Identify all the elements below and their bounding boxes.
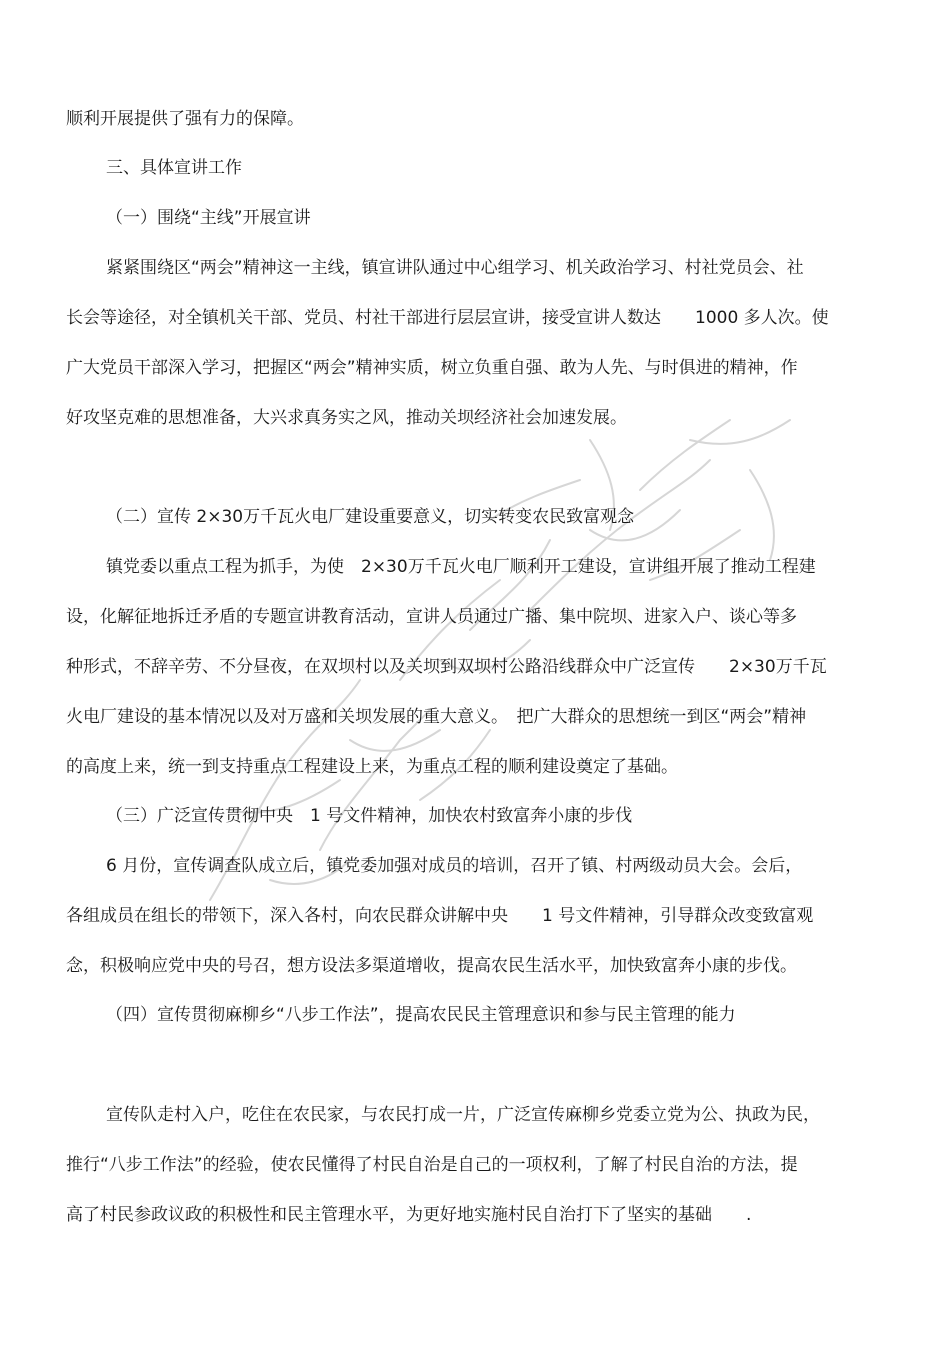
subsection-heading: （一）围绕“主线”开展宣讲	[106, 208, 311, 228]
paragraph-line: 6 月份，宣传调查队成立后，镇党委加强对成员的培训，召开了镇、村两级动员大会。会后，	[106, 856, 803, 876]
paragraph-line: 念，积极响应党中央的号召，想方设法多渠道增收，提高农民生活水平，加快致富奔小康的步伐。	[66, 956, 797, 976]
paragraph-line: 好攻坚克难的思想准备，大兴求真务实之风，推动关坝经济社会加速发展。	[66, 408, 627, 428]
paragraph-line: 设，化解征地拆迁矛盾的专题宣讲教育活动，宣讲人员通过广播、集中院坝、进家入户、谈心等多	[66, 607, 797, 627]
paragraph-line: 紧紧围绕区“两会”精神这一主线，镇宣讲队通过中心组学习、机关政治学习、村社党员会、社	[106, 258, 804, 278]
section-heading: 三、具体宣讲工作	[106, 158, 242, 178]
paragraph-line: 火电厂建设的基本情况以及对万盛和关坝发展的重大意义。 把广大群众的思想统一到区“两会”精神	[66, 707, 807, 727]
paragraph-line: 镇党委以重点工程为抓手，为使 2×30万千瓦火电厂顺利开工建设，宣讲组开展了推动工程建	[106, 557, 816, 577]
subsection-heading: （三）广泛宣传贯彻中央 1 号文件精神，加快农村致富奔小康的步伐	[106, 806, 633, 826]
paragraph-line: 各组成员在组长的带领下，深入各村，向农民群众讲解中央 1 号文件精神，引导群众改变致富观	[66, 906, 814, 926]
paragraph-line: 的高度上来，统一到支持重点工程建设上来，为重点工程的顺利建设奠定了基础。	[66, 757, 678, 777]
paragraph-line: 长会等途径，对全镇机关干部、党员、村社干部进行层层宣讲，接受宣讲人数达 1000 多人次。使	[66, 308, 829, 328]
paragraph-line: 高了村民参政议政的积极性和民主管理水平，为更好地实施村民自治打下了坚实的基础 .	[66, 1205, 752, 1225]
paragraph-line: 顺利开展提供了强有力的保障。	[66, 109, 304, 129]
paragraph-line: 推行“八步工作法”的经验，使农民懂得了村民自治是自己的一项权利，了解了村民自治的方法，提	[66, 1155, 798, 1175]
paragraph-line: 宣传队走村入户，吃住在农民家，与农民打成一片，广泛宣传麻柳乡党委立党为公、执政为民，	[106, 1105, 820, 1125]
paragraph-line: 种形式，不辞辛劳、不分昼夜，在双坝村以及关坝到双坝村公路沿线群众中广泛宣传 2×30万千瓦	[66, 657, 827, 677]
subsection-heading: （四）宣传贯彻麻柳乡“八步工作法”，提高农民民主管理意识和参与民主管理的能力	[106, 1005, 736, 1025]
subsection-heading: （二）宣传 2×30万千瓦火电厂建设重要意义，切实转变农民致富观念	[106, 507, 635, 527]
paragraph-line: 广大党员干部深入学习，把握区“两会”精神实质，树立负重自强、敢为人先、与时俱进的精神，作	[66, 358, 798, 378]
